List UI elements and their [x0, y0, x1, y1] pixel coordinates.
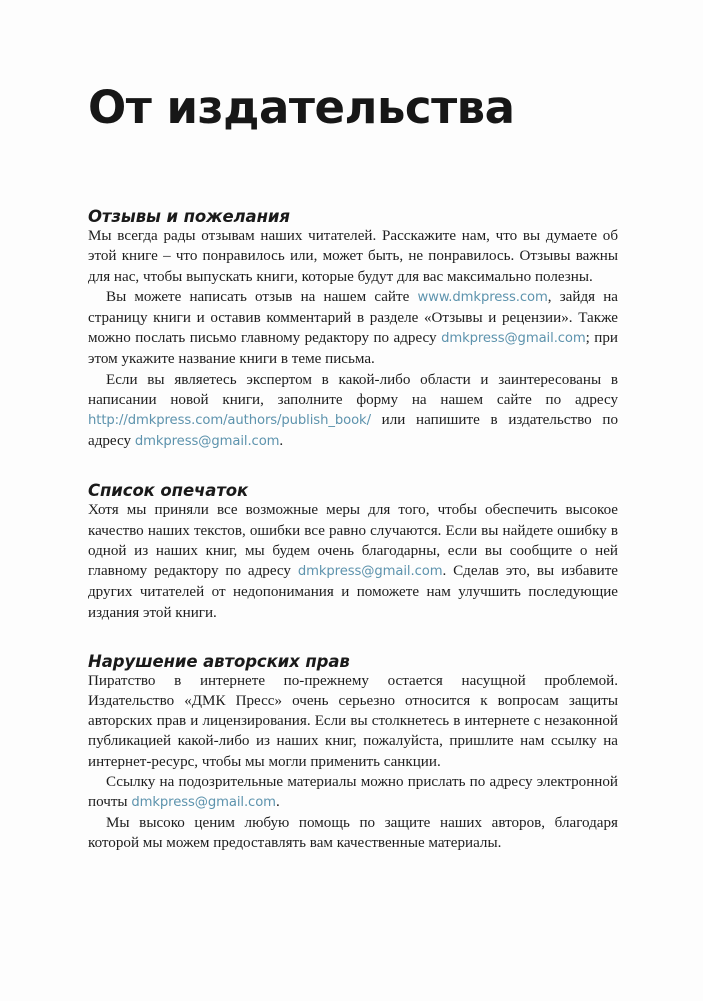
link-publish-book[interactable]: http://dmkpress.com/authors/publish_book/: [88, 413, 371, 429]
paragraph-mid: , зайдя на страницу книги и оставив комментарий в разделе «Отзывы и рецензии». Также можно послать письмо главному редактору по адресу: [88, 288, 619, 347]
paragraph-lead: Ссылку на подозрительные материалы можно прислать по адресу электронной почты: [88, 773, 618, 810]
section-heading-piracy: Нарушение авторских прав: [88, 651, 350, 671]
paragraph-piracy-3: [88, 813, 618, 853]
paragraph-text: Пиратство в интернете по-прежнему остается насущной проблемой. Издательство «ДМК Пресс» очень серьезно относится к вопросам защиты авторских прав и лицензирования. Если вы столкнетесь в интернете с незаконной публикацией какой-либо из наших книг, пожалуйста, пришлите нам ссылку на интернет-ресурс, чтобы мы могли применить санкции.: [88, 672, 618, 770]
paragraph-piracy-1: [88, 671, 618, 772]
section-errata: [88, 481, 618, 622]
link-email-publisher[interactable]: dmkpress@gmail.com: [134, 434, 280, 450]
paragraph-tail: ; при этом укажите название книги в теме письма.: [88, 330, 618, 368]
paragraph-text: Мы всегда рады отзывам наших читателей. Расскажите нам, что вы думаете об этой книге – что понравилось или, может быть, не понравилось. Отзывы важны для нас, чтобы выпускать книги, которые будут для вас максимально полезны.: [88, 228, 618, 285]
paragraph-piracy-2: [88, 772, 618, 813]
paragraph-tail: .: [275, 793, 280, 810]
section-reviews: [88, 207, 618, 452]
paragraph-errata-1: [88, 500, 618, 622]
link-email-errata[interactable]: dmkpress@gmail.com: [297, 564, 443, 580]
paragraph-reviews-2: [88, 287, 618, 370]
link-email-editor[interactable]: dmkpress@gmail.com: [441, 331, 586, 347]
paragraph-lead: Вы можете написать отзыв на нашем сайте: [106, 288, 418, 305]
section-heading-reviews: Отзывы и пожелания: [88, 207, 290, 227]
paragraph-tail: .: [279, 433, 284, 450]
paragraph-reviews-3: [88, 370, 618, 453]
link-email-piracy[interactable]: dmkpress@gmail.com: [131, 794, 276, 810]
section-heading-errata: Список опечаток: [88, 481, 249, 501]
paragraph-reviews-1: [88, 226, 618, 287]
section-piracy: [88, 652, 618, 854]
paragraph-text: Мы высоко ценим любую помощь по защите наших авторов, благодаря которой мы можем предоставлять вам качественные материалы.: [88, 815, 618, 852]
page-content: [88, 0, 618, 854]
link-dmkpress-site[interactable]: www.dmkpress.com: [417, 289, 548, 305]
page-title: От издательства: [88, 81, 515, 134]
paragraph-lead: Хотя мы приняли все возможные меры для того, чтобы обеспечить высокое качество наших текстов, ошибки все равно случаются. Если вы найдете ошибку в одной из наших книг, мы будем очень благодарны, если вы сообщите о ней главному редактору по адресу: [88, 502, 618, 580]
paragraph-tail: . Сделав это, вы избавите других читателей от недопонимания и поможете нам улучшить последующие издания этой книги.: [88, 563, 618, 621]
paragraph-lead: Если вы являетесь экспертом в какой-либо области и заинтересованы в написании новой книги, заполните форму на нашем сайте по адресу: [88, 371, 618, 408]
paragraph-mid: или напишите в издательство по адресу: [88, 412, 618, 450]
